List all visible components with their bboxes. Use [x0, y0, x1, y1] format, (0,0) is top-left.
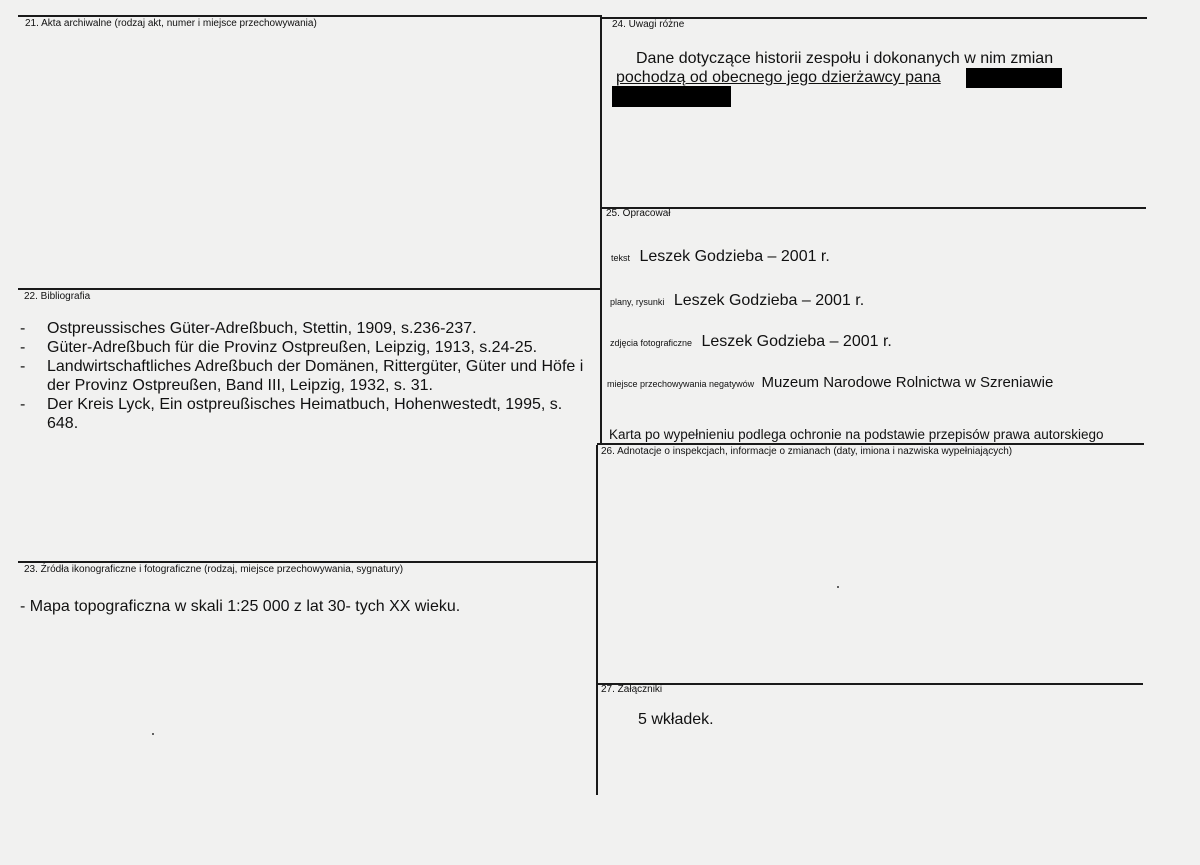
bibliography-item: - Ostpreussisches Güter-Adreßbuch, Stettin, 1909, s.236-237.	[20, 320, 477, 337]
section-22-label: 22. Bibliografia	[24, 291, 91, 302]
negatives-storage-row	[607, 374, 1053, 392]
section-25-label: 25. Opracował	[606, 208, 671, 219]
section-26-label: 26. Adnotacje o inspekcjach, informacje o zmianach (daty, imiona i nazwiska wypełniających)	[601, 446, 1013, 457]
author-row-value: Leszek Godzieba – 2001 r.	[701, 333, 892, 350]
author-row-plans	[610, 292, 864, 310]
rule-section-27	[597, 683, 1143, 685]
bibliography-list	[20, 319, 595, 433]
bibliography-item: - Der Kreis Lyck, Ein ostpreußisches Heimatbuch, Hohenwestedt, 1995, s. 648.	[20, 396, 563, 432]
author-row-prefix: zdjęcia fotograficzne	[610, 338, 693, 348]
author-row-value: Leszek Godzieba – 2001 r.	[673, 292, 865, 309]
center-vertical-divider-lower	[596, 445, 598, 795]
section-21-label: 21. Akta archiwalne (rodzaj akt, numer i miejsce przechowywania)	[25, 18, 317, 29]
redaction-bar	[966, 68, 1062, 88]
section-23-label: 23. Źródła ikonograficzne i fotograficzne (rodzaj, miejsce przechowywania, sygnatury)	[24, 564, 404, 575]
stray-mark	[152, 733, 154, 735]
top-rule-left	[18, 15, 601, 17]
author-row-text	[611, 248, 830, 266]
rule-section-26	[597, 443, 1144, 445]
section-27-label: 27. Załączniki	[601, 684, 663, 695]
remarks-line-2: pochodzą od obecnego jego dzierżawcy pana	[616, 69, 941, 86]
stray-mark	[837, 586, 839, 588]
author-row-value: Leszek Godzieba – 2001 r.	[639, 248, 830, 265]
author-row-prefix: plany, rysunki	[610, 297, 665, 307]
center-vertical-divider	[600, 15, 602, 445]
section-24-label: 24. Uwagi różne	[612, 19, 685, 30]
author-row-prefix: miejsce przechowywania negatywów	[607, 379, 755, 389]
remarks-line-1: Dane dotyczące historii zespołu i dokonanych w nim zmian	[636, 50, 1054, 67]
author-row-value: Muzeum Narodowe Rolnictwa w Szreniawie	[761, 374, 1054, 391]
attachments-count: 5 wkładek.	[638, 711, 714, 728]
copyright-notice: Karta po wypełnieniu podlega ochronie na podstawie przepisów prawa autorskiego	[609, 427, 1104, 442]
iconographic-sources-text: - Mapa topograficzna w skali 1:25 000 z lat 30- tych XX wieku.	[20, 598, 461, 615]
redaction-bar	[612, 86, 731, 107]
author-row-photos	[610, 333, 892, 351]
bibliography-item: - Landwirtschaftliches Adreßbuch der Domänen, Rittergüter, Güter und Höfe i der Provinz Ostpreußen, Band III, Leipzig, 1932, s. 31.	[20, 358, 584, 394]
author-row-prefix: tekst	[611, 253, 631, 263]
rule-section-22	[18, 288, 600, 290]
bibliography-item: - Güter-Adreßbuch für die Provinz Ostpreußen, Leipzig, 1913, s.24-25.	[20, 339, 538, 356]
rule-section-23	[18, 561, 597, 563]
rule-section-25	[601, 207, 1146, 209]
